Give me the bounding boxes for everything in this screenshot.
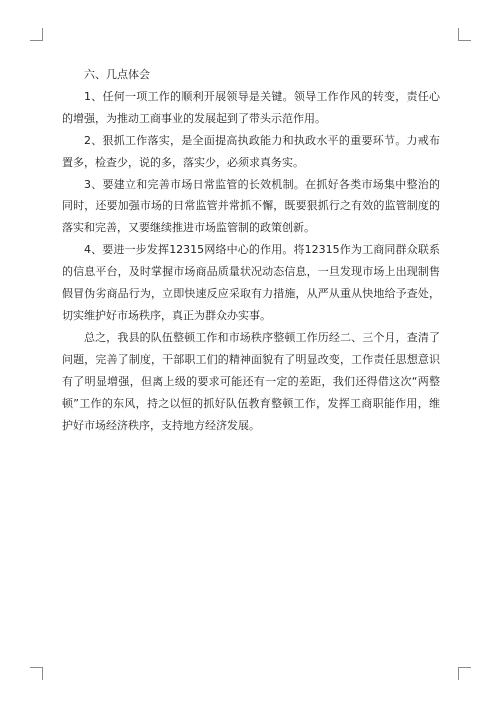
section-heading: 六、几点体会 — [84, 68, 150, 81]
crop-mark-top-left — [30, 28, 43, 41]
paragraph-4: 4、要进一步发挥12315网络中心的作用。将12315作为工商同群众联系的信息平台，及时掌握市场商品质量状况动态信息，一旦发现市场上出现制售假冒伪劣商品行为，立即快速反应采取有力措施，从严从重从快地给予查处，切实维护好市场秩序，真正为群众办实事。 — [62, 243, 440, 322]
paragraph-3: 3、要建立和完善市场日常监管的长效机制。在抓好各类市场集中整治的同时，还要加强市场的日常监管并常抓不懈，既要狠抓行之有效的监管制度的落实和完善，又要继续推进市场监管制的政策创新。 — [62, 177, 440, 235]
paragraph-1: 1、任何一项工作的顺利开展领导是关键。领导工作作风的转变，责任心的增强，为推动工商事业的发展起到了带头示范作用。 — [62, 89, 440, 125]
paragraph-2: 2、狠抓工作落实，是全面提高执政能力和执政水平的重要环节。力戒布置多，检查少，说的多，落实少，必须求真务实。 — [62, 133, 440, 169]
summary-paragraph: 总之，我县的队伍整顿工作和市场秩序整顿工作历经二、三个月，查清了问题，完善了制度，干部职工们的精神面貌有了明显改变，工作责任思想意识有了明显增强，但离上级的要求可能还有一定的差距，我们还得借这次“两整顿”工作的东风，持之以恒的抓好队伍教育整顿工作，发挥工商职能作用，维护好市场经济秩序，支持地方经济发展。 — [62, 330, 440, 432]
crop-mark-top-right — [458, 28, 471, 41]
document-body — [62, 64, 440, 436]
crop-mark-bottom-right — [458, 667, 471, 680]
crop-mark-bottom-left — [30, 667, 43, 680]
